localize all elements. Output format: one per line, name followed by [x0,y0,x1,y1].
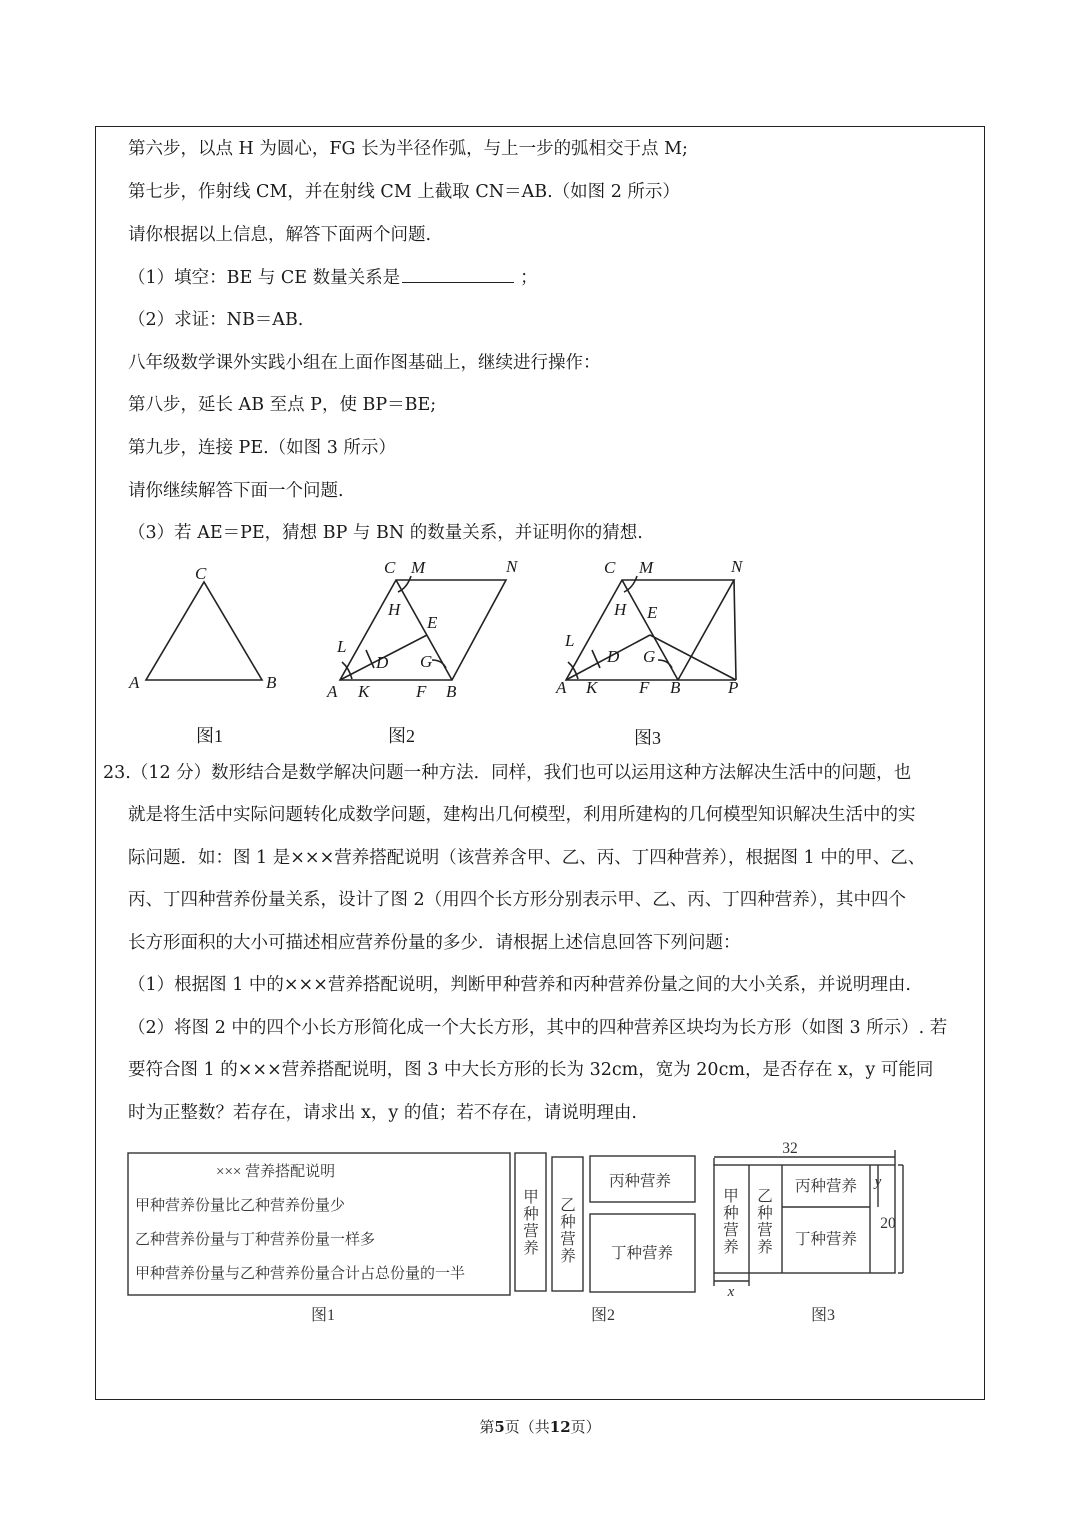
ding-label-fig2: 丁种营养 [610,1245,674,1262]
label-g-fig3: G [643,647,656,666]
footer-pre: 第 [479,1418,495,1436]
nutrition-box-title: ××× 营养搭配说明 [216,1164,336,1180]
label-a-fig2: A [327,682,338,701]
jia3-char-3: 营 [723,1222,739,1239]
step-eight: 第八步，延长 AB 至点 P，使 BP＝BE; [128,395,437,415]
step-nine: 第九步，连接 PE.（如图 3 所示） [128,438,396,458]
yi3-char-2: 种 [757,1205,773,1222]
label-k-fig3: K [586,678,598,697]
label-l-fig3: L [565,631,575,650]
label-c-fig3: C [604,558,616,577]
caption-fig1-nutri: 图1 [310,1307,336,1324]
label-a-fig1: A [129,673,140,692]
q23-line-5: 长方形面积的大小可描述相应营养份量的多少．请根据上述信息回答下列问题： [128,933,741,953]
label-n-fig3: N [731,557,743,576]
dim-label-x: x [727,1284,735,1300]
label-e-fig2: E [427,613,438,632]
arc-h-fig2 [398,576,411,592]
caption-fig3-nutri: 图3 [810,1307,836,1324]
q23-line-3: 际问题．如：图 1 是×××营养搭配说明（该营养含甲、乙、丙、丁四种营养），根据图 1 中的甲、乙、 [128,848,926,868]
instruction-2: 请你继续解答下面一个问题. [128,481,344,501]
label-d-fig3: D [607,647,620,666]
dim-label-20: 20 [880,1215,896,1232]
label-d-fig2: D [376,653,389,672]
label-e-fig3: E [647,603,658,622]
geometry-figures [0,0,1080,760]
nutrition-figures [0,1130,1080,1330]
yi3-char-3: 营 [757,1222,773,1239]
q23-line-4: 丙、丁四种营养份量关系，设计了图 2（用四个长方形分别表示甲、乙、丙、丁四种营养），其中四个 [128,890,906,910]
caption-fig2-geo: 图2 [388,726,415,746]
label-h-fig2: H [388,600,401,619]
q23-part-2-end: 时为正整数？若存在，请求出 x，y 的值；若不存在，请说明理由. [128,1103,637,1123]
instruction-1: 请你根据以上信息，解答下面两个问题. [128,225,432,245]
yi3-char-4: 养 [757,1239,773,1256]
caption-fig2-nutri: 图2 [590,1307,616,1324]
nutrition-rule-1: 甲种营养份量比乙种营养份量少 [135,1198,346,1214]
label-b-fig1: B [266,673,277,692]
question-22-3: （3）若 AE＝PE，猜想 BP 与 BN 的数量关系，并证明你的猜想. [128,523,643,543]
label-h-fig3: H [614,600,627,619]
question-22-2: （2）求证：NB＝AB. [128,310,304,330]
q23-part-1: （1）根据图 1 中的×××营养搭配说明，判断甲种营养和丙种营养份量之间的大小关系，并说明理由. [128,975,911,995]
q23-part-2-cont: 要符合图 1 的×××营养搭配说明，图 3 中大长方形的长为 32cm，宽为 20cm，是否存在 x，y 可能同 [128,1060,934,1080]
segment-pe [650,635,736,680]
yi-char-1: 乙 [560,1197,576,1214]
question-22-1-text: （1）填空：BE 与 CE 数量关系是 [128,268,401,288]
triangle-abc [146,582,262,680]
caption-fig1-geo: 图1 [196,726,223,746]
yi3-char-1: 乙 [757,1188,773,1205]
dim-label-32: 32 [782,1140,798,1157]
label-a-fig3: A [556,678,567,697]
dim-label-y: y [874,1174,882,1190]
footer-mid: 页（共 [504,1418,550,1436]
label-n-fig2: N [506,557,518,576]
nutrition-rule-2: 乙种营养份量与丁种营养份量一样多 [135,1232,376,1248]
jia-char-4: 养 [523,1240,539,1257]
yi-char-2: 种 [560,1214,576,1231]
step-six: 第六步，以点 H 为圆心，FG 长为半径作弧，与上一步的弧相交于点 M; [128,139,688,159]
jia-char-2: 种 [523,1206,539,1223]
label-m-fig3: M [639,558,654,577]
practice-intro: 八年级数学课外实践小组在上面作图基础上，继续进行操作： [128,353,601,373]
jia3-char-1: 甲 [723,1188,739,1205]
q23-part-2: （2）将图 2 中的四个小长方形简化成一个大长方形，其中的四种营养区块均为长方形（如图 3 所示）. 若 [128,1018,948,1038]
q23-line-2: 就是将生活中实际问题转化成数学问题，建构出几何模型，利用所建构的几何模型知识解决生活中的实 [128,805,916,825]
page-footer [0,1416,1080,1437]
label-f-fig2: F [416,682,427,701]
arc-h-fig3 [624,576,637,592]
caption-fig3-geo: 图3 [634,728,661,748]
yi-char-4: 养 [560,1248,576,1265]
q23-line-1: 23.（12 分）数形结合是数学解决问题一种方法．同样，我们也可以运用这种方法解决生活中的问题，也 [103,763,912,783]
label-b-fig3: B [670,678,681,697]
label-l-fig2: L [337,637,347,656]
segment-np [734,580,736,680]
label-g-fig2: G [420,652,433,671]
jia-char-3: 营 [523,1223,539,1240]
ding-label-fig3: 丁种营养 [794,1231,858,1248]
label-m-fig2: M [411,558,426,577]
yi-char-3: 营 [560,1231,576,1248]
footer-total-pages: 12 [549,1418,571,1436]
footer-page-number: 5 [494,1418,505,1436]
footer-post: 页） [570,1418,601,1436]
question-22-1-end: ； [520,268,538,288]
jia3-char-4: 养 [723,1239,739,1256]
label-p-fig3: P [728,678,739,697]
bing-label-fig2: 丙种营养 [608,1173,672,1190]
step-seven: 第七步，作射线 CM，并在射线 CM 上截取 CN＝AB.（如图 2 所示） [128,182,680,202]
bing-label-fig3: 丙种营养 [794,1178,858,1195]
label-c-fig1: C [195,564,207,583]
jia3-char-2: 种 [723,1205,739,1222]
jia-char-1: 甲 [523,1189,539,1206]
nutrition-rule-3: 甲种营养份量与乙种营养份量合计占总份量的一半 [135,1266,466,1282]
label-f-fig3: F [639,678,650,697]
label-c-fig2: C [384,558,396,577]
label-k-fig2: K [358,682,370,701]
label-b-fig2: B [446,682,457,701]
